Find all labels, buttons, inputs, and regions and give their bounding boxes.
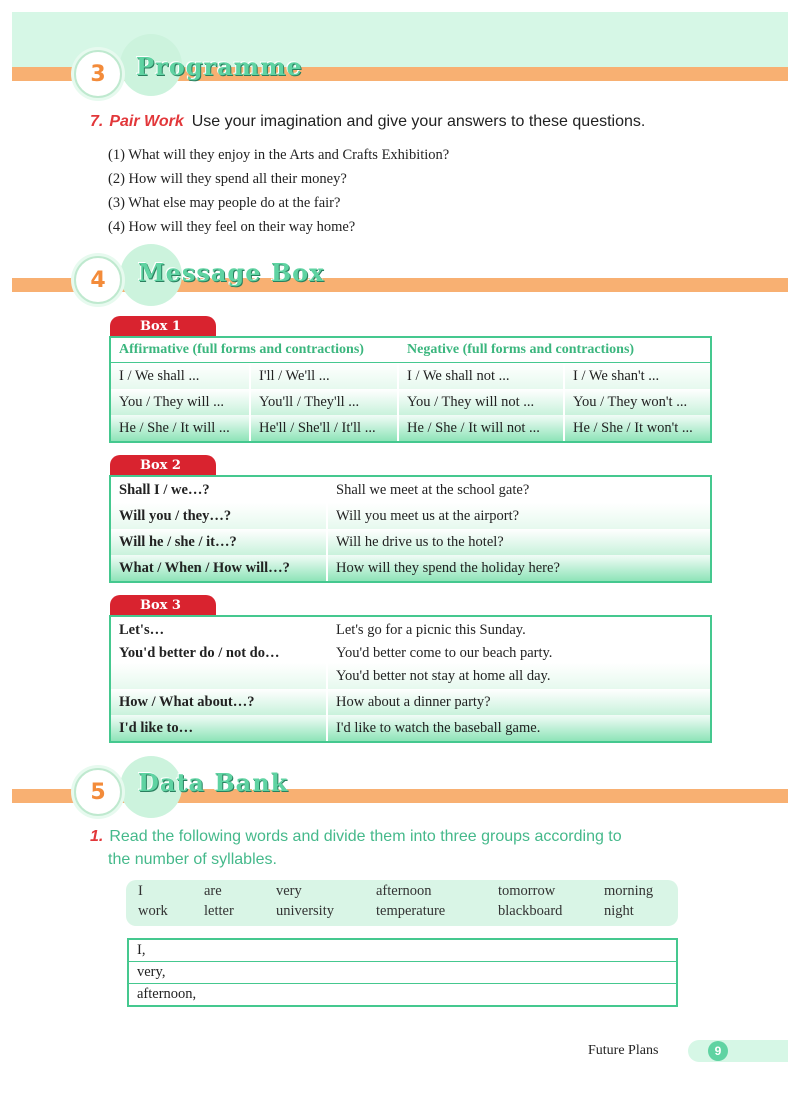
table-cell: Shall we meet at the school gate? (326, 477, 710, 503)
word: afternoon (376, 883, 432, 899)
box-1-label: Box 1 (110, 316, 216, 336)
table-cell: Let's go for a picnic this Sunday. (326, 617, 710, 643)
task-number: 1. (90, 828, 104, 845)
table-row (111, 362, 710, 389)
table-row (111, 477, 710, 503)
section-5-header (0, 756, 800, 826)
task-7 (90, 113, 645, 131)
table-cell: Shall I / we…? (119, 481, 210, 498)
table-cell: Will you meet us at the airport? (326, 503, 710, 529)
table-cell: Will he / she / it…? (119, 533, 237, 550)
word: temperature (376, 903, 446, 919)
table-cell: I'd like to watch the baseball game. (326, 715, 710, 741)
section-number: 3 (74, 50, 122, 98)
section-title: Message Box (138, 258, 325, 287)
table-row (111, 415, 710, 441)
word: morning (604, 883, 654, 899)
table-row (111, 617, 710, 643)
table-row (111, 503, 710, 529)
question: (3) What else may people do at the fair? (108, 195, 341, 211)
box-3-table (109, 615, 712, 743)
question: (1) What will they enjoy in the Arts and Crafts Exhibition? (108, 147, 450, 163)
box-2-label: Box 2 (110, 455, 216, 475)
header-negative: Negative (full forms and contractions) (407, 342, 635, 357)
word: I (138, 883, 143, 899)
table-cell: You'll / They'll ... (249, 389, 397, 415)
answer-table (127, 938, 678, 1007)
word: very (276, 883, 302, 899)
word: tomorrow (498, 883, 556, 899)
table-cell: Let's… (119, 621, 165, 638)
table-cell: You / They won't ... (563, 389, 710, 415)
table-cell: He / She / It will ... (119, 419, 230, 436)
table-row (111, 689, 710, 715)
footer-band (688, 1040, 788, 1062)
table-cell: Will he drive us to the hotel? (326, 529, 710, 555)
table-cell: I'd like to… (119, 719, 194, 736)
section-number: 5 (74, 768, 122, 816)
answer-row[interactable]: I, (137, 942, 146, 958)
task-tag: Pair Work (109, 113, 184, 130)
table-cell: He / She / It won't ... (563, 415, 710, 441)
word: work (138, 903, 168, 919)
table-row (111, 389, 710, 415)
word: night (604, 903, 634, 919)
table-row (111, 663, 710, 689)
section-4-header (0, 244, 800, 314)
table-row (111, 643, 710, 663)
question: (2) How will they spend all their money? (108, 171, 347, 187)
table-row (111, 529, 710, 555)
task-1 (90, 828, 622, 846)
question: (4) How will they feel on their way home? (108, 219, 356, 235)
box-2-table (109, 475, 712, 583)
table-cell: I / We shall ... (119, 367, 200, 384)
table-cell: I / We shall not ... (397, 363, 563, 389)
section-title: Data Bank (138, 768, 289, 797)
question-list (108, 143, 449, 239)
table-header-row (111, 338, 710, 362)
table-row (111, 555, 710, 581)
box-3-label: Box 3 (110, 595, 216, 615)
table-cell: He'll / She'll / It'll ... (249, 415, 397, 441)
box-1-table (109, 336, 712, 443)
page-number: 9 (708, 1041, 728, 1061)
table-cell: You'd better come to our beach party. (326, 643, 710, 663)
table-cell: I'll / We'll ... (249, 363, 397, 389)
table-cell: How will they spend the holiday here? (326, 555, 710, 581)
table-cell (111, 663, 326, 689)
word: university (276, 903, 334, 919)
answer-row[interactable]: very, (129, 961, 676, 983)
table-cell: How / What about…? (119, 693, 255, 710)
task-instruction: Use your imagination and give your answers to these questions. (191, 113, 646, 130)
word-bank (126, 880, 678, 926)
section-3-header (0, 40, 800, 110)
task-1-line2: the number of syllables. (108, 851, 277, 868)
table-cell: He / She / It will not ... (397, 415, 563, 441)
section-title: Programme (136, 52, 303, 81)
table-cell: You'd better not stay at home all day. (326, 663, 710, 689)
table-cell: You'd better do / not do… (119, 644, 280, 661)
word: letter (204, 903, 234, 919)
task-number: 7. (90, 113, 104, 130)
table-cell: You / They will not ... (397, 389, 563, 415)
table-cell: How about a dinner party? (326, 689, 710, 715)
table-row (111, 715, 710, 741)
answer-row[interactable]: afternoon, (129, 983, 676, 1005)
table-cell: What / When / How will…? (119, 559, 290, 576)
word: blackboard (498, 903, 563, 919)
task-instruction: Read the following words and divide them into three groups according to (109, 828, 622, 845)
word: are (204, 883, 222, 899)
section-number: 4 (74, 256, 122, 304)
table-cell: I / We shan't ... (563, 363, 710, 389)
table-cell: You / They will ... (119, 393, 225, 410)
header-affirmative: Affirmative (full forms and contractions) (119, 342, 364, 357)
table-cell: Will you / they…? (119, 507, 232, 524)
footer-title: Future Plans (588, 1043, 659, 1058)
